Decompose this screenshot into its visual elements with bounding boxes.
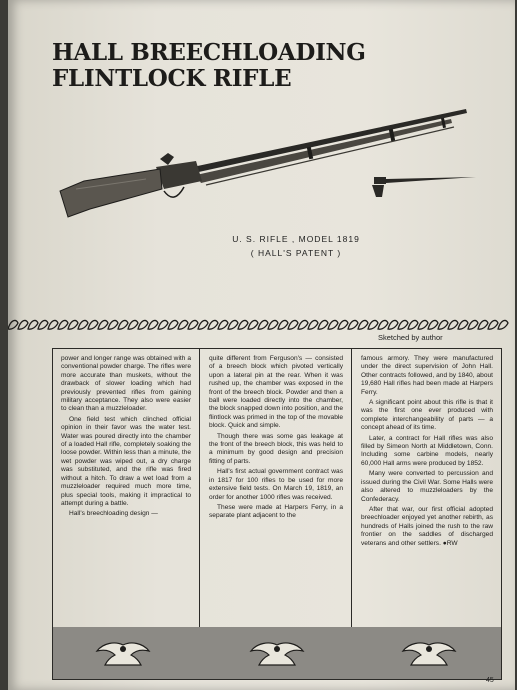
rope-twist	[288, 321, 298, 330]
rope-twist	[198, 321, 208, 330]
paragraph: One field test which clinched official opinion in their favor was the water test. Water was poured directly into the chamber of a loaded Hall rifle, completely soaking the loose powder. Within less than a minute, the wet powder was wiped out, a dry charge was substituted, and the rifle was fired without a hitch. To draw a wet load from a muzzleloader required much more time, plus special tools, making it impractical to attempt during a battle.	[61, 415, 191, 507]
rope-twist	[158, 321, 168, 330]
rope-twist	[118, 321, 128, 330]
eagle-ornament-icon	[93, 639, 153, 667]
bayonet-neck	[372, 185, 384, 197]
rope-twist	[68, 321, 78, 330]
bayonet-blade	[386, 177, 476, 183]
rope-twist	[208, 321, 218, 330]
text-column-2	[201, 349, 352, 627]
rope-twist	[138, 321, 148, 330]
rope-twist	[278, 321, 288, 330]
rope-twist	[78, 321, 88, 330]
rope-twist	[488, 321, 498, 330]
rifle-ramrod	[206, 127, 454, 185]
eagle-ornament-icon	[399, 639, 459, 667]
rifle-forestock	[196, 119, 452, 183]
rope-twist	[128, 321, 138, 330]
paragraph: power and longer range was obtained with a conventional powder charge. The rifles were more accurate than muskets, without the drawback of slower loading which had previously prevented rifles from gaining military acceptance. They also were easier to clean than a muzzleloader.	[61, 355, 191, 413]
rope-twist	[48, 321, 58, 330]
rope-twist	[308, 321, 318, 330]
rope-twist	[298, 321, 308, 330]
article-title	[52, 40, 372, 92]
rifle-hammer	[160, 153, 174, 165]
text-column-1	[53, 349, 200, 627]
rope-twist	[348, 321, 358, 330]
rope-twist	[238, 321, 248, 330]
rope-twist	[18, 321, 28, 330]
bayonet-illustration	[372, 177, 476, 197]
paragraph: Though there was some gas leakage at the front of the breech block, this was held to a minimum by good design and precision fitting of parts.	[209, 432, 343, 465]
rope-twist	[108, 321, 118, 330]
paragraph: famous armory. They were manufactured under the direct supervision of John Hall. Other contracts followed, and by 1840, about 19,680 Hall rifles had been made at Harpers Ferry.	[361, 355, 493, 396]
rifle-barrel	[174, 109, 467, 177]
rope-twist	[498, 321, 508, 330]
paragraph: These were made at Harpers Ferry, in a separate plant adjacent to the	[209, 503, 343, 520]
magazine-page	[8, 0, 515, 690]
rope-pattern	[8, 321, 508, 330]
rope-twist	[408, 321, 418, 330]
rope-twist	[318, 321, 328, 330]
rope-twist	[448, 321, 458, 330]
rope-twist	[178, 321, 188, 330]
rope-twist	[98, 321, 108, 330]
rope-twist	[188, 321, 198, 330]
rope-twist	[58, 321, 68, 330]
rope-twist	[38, 321, 48, 330]
rope-twist	[228, 321, 238, 330]
rope-twist	[438, 321, 448, 330]
rifle-stock	[60, 169, 162, 217]
rifle-trigger-guard	[164, 187, 184, 197]
ornament-band	[52, 627, 502, 680]
article-text-box	[52, 348, 502, 628]
caption-line-1: U. S. RIFLE , MODEL 1819	[232, 234, 360, 244]
rope-twist	[468, 321, 478, 330]
rope-twist	[248, 321, 258, 330]
text-column-3	[353, 349, 501, 627]
rope-twist	[218, 321, 228, 330]
paragraph: After that war, our first official adopted breechloader enjoyed yet another rebirth, as hundreds of Halls joined the rush to the raw frontier on the saddles of discharged veterans and other settlers. ●RW	[361, 505, 493, 547]
rope-border	[8, 318, 515, 332]
caption-line-2: ( HALL'S PATENT )	[250, 248, 342, 258]
paragraph: quite different from Ferguson's — consisted of a breech block which pivoted vertically upon a lateral pin at the rear. When it was rushed up, the chamber was exposed in the front of the breech block. Powder and then a ball were loaded directly into the chamber, the block snapped down into position, and the flintlock was primed in the top of the movable block. Quick and simple.	[209, 355, 343, 430]
rope-twist	[418, 321, 428, 330]
rope-twist	[328, 321, 338, 330]
illustration-caption	[216, 232, 376, 260]
paragraph: Hall's first actual government contract was in 1817 for 100 rifles to be used for more extensive field tests. On March 19, 1819, an order for another 1000 rifles was received.	[209, 468, 343, 501]
paragraph: A significant point about this rifle is that it was the first one ever produced with complete interchangeability of parts — a concept ahead of its time.	[361, 399, 493, 432]
rope-twist	[8, 321, 18, 330]
paragraph: Later, a contract for Hall rifles was also filled by Simeon North at Middletown, Conn. Including some carbine models, nearly 60,000 Hall arms were produced by 1852.	[361, 434, 493, 467]
rope-twist	[398, 321, 408, 330]
title-line-1: HALL BREECHLOADING	[52, 39, 366, 66]
rope-twist	[148, 321, 158, 330]
rope-twist	[358, 321, 368, 330]
paragraph: Many were converted to percussion and issued during the Civil War. Some Halls were also altered to muzzleloaders by the Confederacy.	[361, 470, 493, 503]
paragraph: Hall's breechloading design —	[69, 510, 158, 518]
rifle-illustration	[56, 105, 486, 225]
bayonet-socket	[374, 177, 386, 184]
rope-twist	[88, 321, 98, 330]
rope-twist	[368, 321, 378, 330]
rope-twist	[338, 321, 348, 330]
rope-twist	[478, 321, 488, 330]
sketch-credit: Sketched by author	[378, 333, 443, 342]
title-line-2: FLINTLOCK RIFLE	[52, 65, 292, 92]
rope-twist	[428, 321, 438, 330]
rope-twist	[168, 321, 178, 330]
page-number: 45	[486, 677, 494, 684]
eagle-ornament-icon	[247, 639, 307, 667]
rope-twist	[458, 321, 468, 330]
rope-twist	[388, 321, 398, 330]
rifle-breech	[156, 161, 202, 189]
rope-twist	[28, 321, 38, 330]
rope-twist	[258, 321, 268, 330]
rope-twist	[378, 321, 388, 330]
rope-twist	[268, 321, 278, 330]
